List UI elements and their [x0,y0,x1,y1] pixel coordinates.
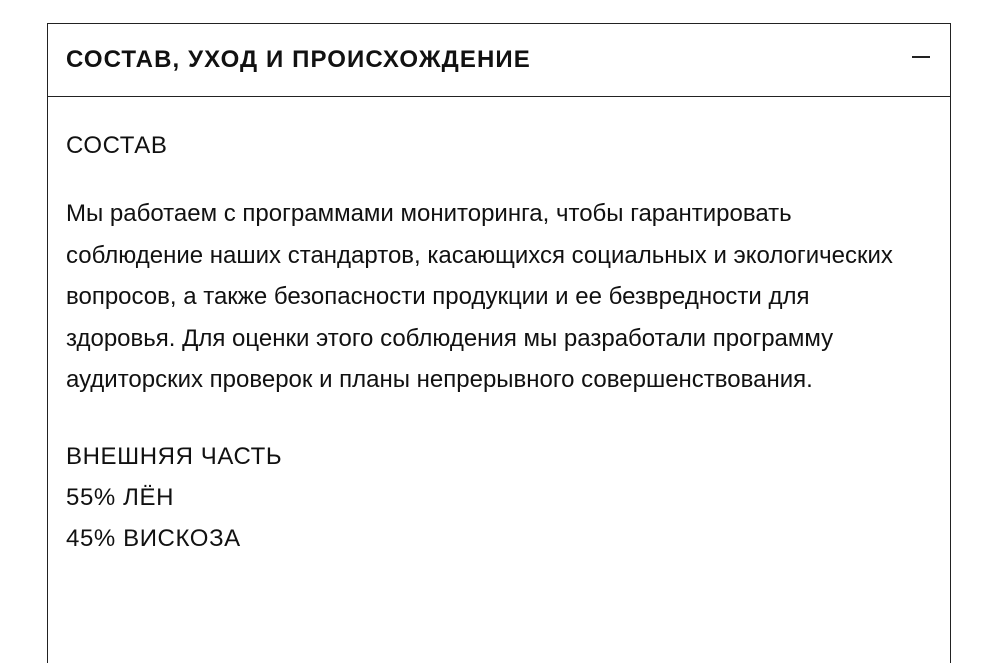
accordion-header[interactable] [48,24,950,97]
material-item-viscose: 45% ВИСКОЗА [66,524,241,552]
composition-accordion [47,23,951,663]
monitoring-paragraph: Мы работаем с программами мониторинга, чтобы гарантировать соблюдение наших стандартов, касающихся социальных и экологических вопросов, а также безопасности продукции и ее безвредности для здоровья. Для оценки этого соблюдения мы разработали программу аудиторских проверок и планы непрерывного совершенствования. [66,200,893,393]
minus-icon[interactable] [912,56,930,58]
accordion-body [48,131,950,559]
material-item-linen: 55% ЛЁН [66,483,175,511]
composition-heading: СОСТАВ [66,132,168,159]
outer-part-heading: ВНЕШНЯЯ ЧАСТЬ [66,442,283,470]
outer-part-block [66,436,932,559]
accordion-title: СОСТАВ, УХОД И ПРОИСХОЖДЕНИЕ [66,46,531,73]
